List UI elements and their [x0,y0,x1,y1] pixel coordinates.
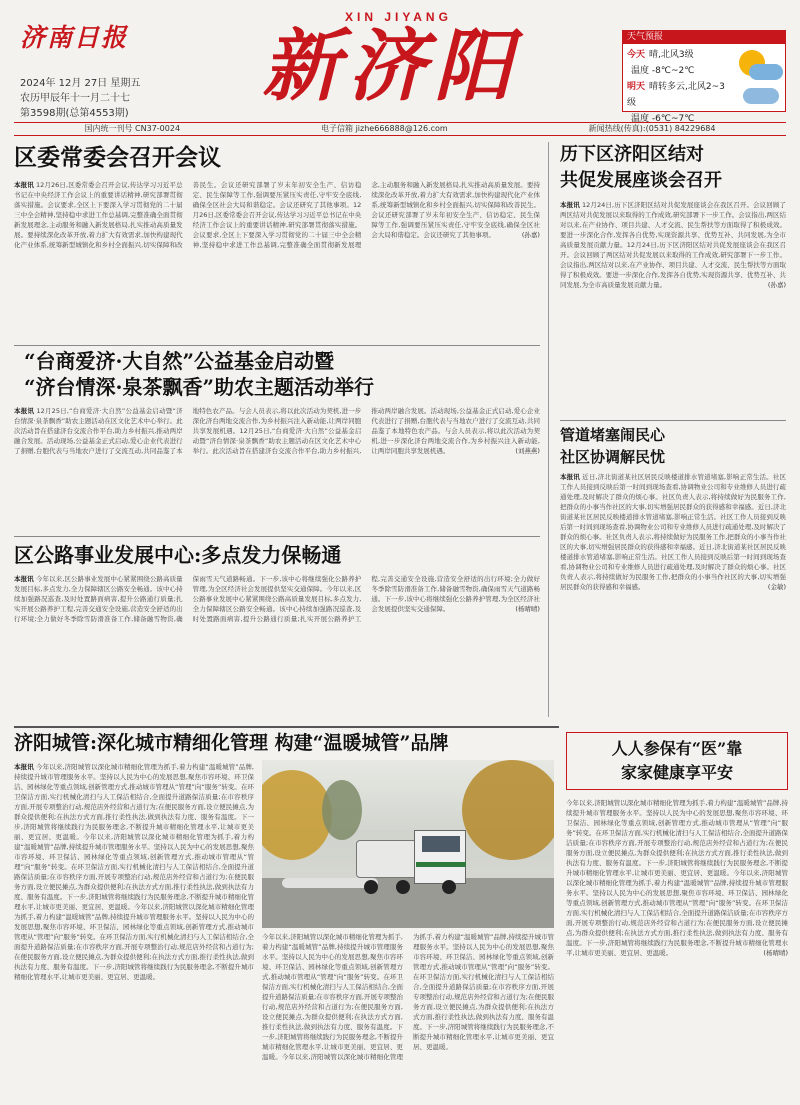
article-editor: (刘燕燕) [515,447,540,455]
article-body: 本报讯 今年以来,区公路事业发展中心紧紧围绕公路高质量发展目标,多点发力,全力保障辖区公路安全畅通。该中心持续加强路况巡查,及时处置路面病害,提升公路通行质量;扎实开展公路养护工程,完善交通安全设施,营造安全舒适的出行环境;全力做好冬季除雪防滑准备工作,储备融雪物资,确保雨雪天气道路畅通。下一步,该中心将继续强化公路养护管理,为全区经济社会发展提供坚实交通保障。今年以来,区公路事业发展中心紧紧围绕公路高质量发展目标,多点发力,全力保障辖区公路安全畅通。该中心持续加强路况巡查,及时处置路面病害,提升公路通行质量;扎实开展公路养护工程,完善交通安全设施,营造安全舒适的出行环境;全力做好冬季除雪防滑准备工作,储备融雪物资,确保雨雪天气道路畅通。下一步,该中心将继续强化公路养护管理,为全区经济社会发展提供坚实交通保障。 (杨晴晴) [14,575,540,623]
article-insurance-headline: 人人参保有“医”靠 家家健康享平安 [566,732,788,790]
newspaper-brand: 济南日报 [20,23,129,52]
article-editor: (孙嘉) [767,281,786,289]
article-urban-body-left [14,762,254,1100]
issue-date: 2024年 12月 27日 星期五 [20,78,141,89]
article-editor: (孙嘉) [521,231,540,239]
article-road-development [14,540,540,720]
article-body: 今年以来,济阳城管以深化城市精细化管理为抓手,着力构建“温暖城管”品牌,持续提升城市管理服务水平。坚持以人民为中心的发展思想,聚焦市容环境、环卫保洁、园林绿化等重点领域,创新管理方式,推动城市管理从“管理”向“服务”转变。在环卫保洁方面,实行机械化清扫与人工保洁相结合,全面提升道路保洁质量;在市容秩序方面,开展专项整治行动,规范店外经营和占道行为;在便民服务方面,设立便民摊点,为群众提供便利;在执法方式方面,推行柔性执法,做到执法有力度、服务有温度。下一步,济阳城管将继续践行为民服务理念,不断提升城市精细化管理水平,让城市更美丽、更宜居、更温暖。今年以来,济阳城管以深化城市精细化管理为抓手,着力构建“温暖城管”品牌,持续提升城市管理服务水平。坚持以人民为中心的发展思想,聚焦市容环境、环卫保洁、园林绿化等重点领域,创新管理方式,推动城市管理从“管理”向“服务”转变。在环卫保洁方面,实行机械化清扫与人工保洁相结合,全面提升道路保洁质量;在市容秩序方面,开展专项整治行动,规范店外经营和占道行为;在便民服务方面,设立便民摊点,为群众提供便利;在执法方式方面,推行柔性执法,做到执法有力度、服务有温度。下一步,济阳城管将继续践行为民服务理念,不断提升城市精细化管理水平,让城市更美丽、更宜居、更温暖。 (杨晴晴) [566,799,788,957]
weather-box [622,30,786,124]
issue-info [20,76,140,121]
article-urban-body-right [566,798,788,1100]
weather-rows [623,44,729,130]
article-standing-committee [14,142,540,342]
article-headline: 区公路事业发展中心:多点发力保畅通 [14,543,342,567]
article-headline: “台商爱济·大自然”公益基金启动暨 “济台情深·泉茶飘香”助农主题活动举行 [24,349,374,399]
article-editor: (杨晴晴) [515,605,540,613]
article-district-pairing [560,142,786,417]
weather-row: 明天 晴转多云,北风2~3级 [627,82,725,108]
article-body: 今年以来,济阳城管以深化城市精细化管理为抓手,着力构建“温暖城管”品牌,持续提升城市管理服务水平。坚持以人民为中心的发展思想,聚焦市容环境、环卫保洁、园林绿化等重点领域,创新管理方式,推动城市管理从“管理”向“服务”转变。在环卫保洁方面,实行机械化清扫与人工保洁相结合,全面提升道路保洁质量;在市容秩序方面,开展专项整治行动,规范店外经营和占道行为;在便民服务方面,设立便民摊点,为群众提供便利;在执法方式方面,推行柔性执法,做到执法有力度、服务有温度。下一步,济阳城管将继续践行为民服务理念,不断提升城市精细化管理水平,让城市更美丽、更宜居、更温暖。今年以来,济阳城管以深化城市精细化管理为抓手,着力构建“温暖城管”品牌,持续提升城市管理服务水平。坚持以人民为中心的发展思想,聚焦市容环境、环卫保洁、园林绿化等重点领域,创新管理方式,推动城市管理从“管理”向“服务”转变。在环卫保洁方面,实行机械化清扫与人工保洁相结合,全面提升道路保洁质量;在市容秩序方面,开展专项整治行动,规范店外经营和占道行为;在便民服务方面,设立便民摊点,为群众提供便利;在执法方式方面,推行柔性执法,做到执法有力度、服务有温度。下一步,济阳城管将继续践行为民服务理念,不断提升城市精细化管理水平,让城市更美丽、更宜居、更温暖。 [262,933,554,1061]
masthead-title: 新济阳 [262,21,521,112]
article-body: 本报讯 12月24日,历下区济阳区结对共促发展座谈会在我区召开。会议回顾了两区结对共促发展以来取得的工作成效,研究部署下一步工作。会议指出,两区结对以来,在产业协作、项目共建、人才交流、民生帮扶等方面取得了积极成效。要进一步深化合作,发挥各自优势,实现资源共享、优势互补、共同发展,为全市高质量发展贡献力量。12月24日,历下区济阳区结对共促发展座谈会在我区召开。会议回顾了两区结对共促发展以来取得的工作成效,研究部署下一步工作。会议指出,两区结对以来,在产业协作、项目共建、人才交流、民生帮扶等方面取得了积极成效。要进一步深化合作,发挥各自优势,实现资源共享、优势互补、共同发展,为全市高质量发展贡献力量。 (孙嘉) [560,201,786,289]
article-headline: 管道堵塞闹民心 社区协调解民忧 [560,426,666,466]
contact-email[interactable]: 电子信箱 jizhe666888@126.com [321,124,448,133]
article-charity-fund [14,348,540,534]
article-editor: (金敏) [767,583,786,591]
article-body: 本报讯 12月26日,区委常委会召开会议,传达学习习近平总书记在中央经济工作会议上的重要讲话精神,研究部署贯彻落实措施。会议要求,全区上下要深入学习贯彻党的二十届三中全会精神,坚持稳中求进工作总基调,完整准确全面贯彻新发展理念,主动服务和融入新发展格局,扎实推动高质量发展。要持续深化改革开放,着力扩大有效需求,加快构建现代化产业体系,统筹新型城镇化和乡村全面振兴,切实保障和改善民生。会议还研究部署了岁末年初安全生产、信访稳定、民生保障等工作,强调要压紧压实责任,守牢安全底线,确保全区社会大局和谐稳定。会议还研究了其他事项。12月26日,区委常委会召开会议,传达学习习近平总书记在中央经济工作会议上的重要讲话精神,研究部署贯彻落实措施。会议要求,全区上下要深入学习贯彻党的二十届三中全会精神,坚持稳中求进工作总基调,完整准确全面贯彻新发展理念,主动服务和融入新发展格局,扎实推动高质量发展。要持续深化改革开放,着力扩大有效需求,加快构建现代化产业体系,统筹新型城镇化和乡村全面振兴,切实保障和改善民生。会议还研究部署了岁末年初安全生产、信访稳定、民生保障等工作,强调要压紧压实责任,守牢安全底线,确保全区社会大局和谐稳定。会议还研究了其他事项。 (孙嘉) [14,181,540,249]
sweeper-truck-icon [356,824,466,892]
issue-lunar: 农历甲辰年十一月二十七 [20,93,130,104]
sun-cloud-icon [729,44,785,130]
article-community-pipe [560,424,786,720]
article-headline: 区委常委会召开会议 [14,144,221,171]
article-editor: (杨晴晴) [763,949,788,957]
masthead-pinyin: XIN JIYANG [345,10,452,24]
weather-row: 温度 -8℃~2℃ [631,66,695,76]
weather-row: 温度 -6℃~7℃ [631,114,695,124]
article-body: 本报讯 今年以来,济阳城管以深化城市精细化管理为抓手,着力构建“温暖城管”品牌,持续提升城市管理服务水平。坚持以人民为中心的发展思想,聚焦市容环境、环卫保洁、园林绿化等重点领域,创新管理方式,推动城市管理从“管理”向“服务”转变。在环卫保洁方面,实行机械化清扫与人工保洁相结合,全面提升道路保洁质量;在市容秩序方面,开展专项整治行动,规范店外经营和占道行为;在便民服务方面,设立便民摊点,为群众提供便利;在执法方式方面,推行柔性执法,做到执法有力度、服务有温度。下一步,济阳城管将继续践行为民服务理念,不断提升城市精细化管理水平,让城市更美丽、更宜居、更温暖。今年以来,济阳城管以深化城市精细化管理为抓手,着力构建“温暖城管”品牌,持续提升城市管理服务水平。坚持以人民为中心的发展思想,聚焦市容环境、环卫保洁、园林绿化等重点领域,创新管理方式,推动城市管理从“管理”向“服务”转变。在环卫保洁方面,实行机械化清扫与人工保洁相结合,全面提升道路保洁质量;在市容秩序方面,开展专项整治行动,规范店外经营和占道行为;在便民服务方面,设立便民摊点,为群众提供便利;在执法方式方面,推行柔性执法,做到执法有力度、服务有温度。下一步,济阳城管将继续践行为民服务理念,不断提升城市精细化管理水平,让城市更美丽、更宜居、更温暖。今年以来,济阳城管以深化城市精细化管理为抓手,着力构建“温暖城管”品牌,持续提升城市管理服务水平。坚持以人民为中心的发展思想,聚焦市容环境、环卫保洁、园林绿化等重点领域,创新管理方式,推动城市管理从“管理”向“服务”转变。在环卫保洁方面,实行机械化清扫与人工保洁相结合,全面提升道路保洁质量;在市容秩序方面,开展专项整治行动,规范店外经营和占道行为;在便民服务方面,设立便民摊点,为群众提供便利;在执法方式方面,推行柔性执法,做到执法有力度、服务有温度。下一步,济阳城管将继续践行为民服务理念,不断提升城市精细化管理水平,让城市更美丽、更宜居、更温暖。 [14,763,254,981]
publication-number: 国内统一刊号 CN37-0024 [84,124,181,133]
article-urban-body-middle [262,932,554,1100]
masthead [0,0,800,133]
issue-number: 第3598期(总第4553期) [20,108,129,119]
weather-header: 天气预报 [623,31,785,44]
info-bar [14,122,786,136]
street-sweeper-photo [262,760,554,928]
article-headline: 济阳城管:深化城市精细化管理 构建“温暖城管”品牌 [14,732,449,754]
article-body: 本报讯 12月25日,“台商爱济·大自然”公益基金启动暨“济台情深·泉茶飘香”助农主题活动在区文化艺术中心举行。此次活动旨在搭建济台交流合作平台,助力乡村振兴,推动两岸融合发展。活动现场,公益基金正式启动,爱心企业代表进行了捐赠,台胞代表与当地农户进行了交流互动,共同品鉴了本地特色农产品。与会人员表示,将以此次活动为契机,进一步深化济台两地交流合作,为乡村振兴注入新动能,让两岸同胞共享发展机遇。12月25日,“台商爱济·大自然”公益基金启动暨“济台情深·泉茶飘香”助农主题活动在区文化艺术中心举行。此次活动旨在搭建济台交流合作平台,助力乡村振兴,推动两岸融合发展。活动现场,公益基金正式启动,爱心企业代表进行了捐赠,台胞代表与当地农户进行了交流互动,共同品鉴了本地特色农产品。与会人员表示,将以此次活动为契机,进一步深化济台两地交流合作,为乡村振兴注入新动能,让两岸同胞共享发展机遇。 (刘燕燕) [14,407,540,455]
weather-row: 今天 晴,北风3级 [627,50,694,60]
article-body: 本报讯 近日,济北街道某社区居民反映楼道排水管道堵塞,影响正常生活。社区工作人员接到反映后第一时间到现场查看,协调物业公司和专业维修人员进行疏通处理,及时解决了群众的烦心事。社区负责人表示,将持续做好为民服务工作,把群众的小事当作社区的大事,切实增强居民群众的获得感和幸福感。近日,济北街道某社区居民反映楼道排水管道堵塞,影响正常生活。社区工作人员接到反映后第一时间到现场查看,协调物业公司和专业维修人员进行疏通处理,及时解决了群众的烦心事。社区负责人表示,将持续做好为民服务工作,把群众的小事当作社区的大事,切实增强居民群众的获得感和幸福感。近日,济北街道某社区居民反映楼道排水管道堵塞,影响正常生活。社区工作人员接到反映后第一时间到现场查看,协调物业公司和专业维修人员进行疏通处理,及时解决了群众的烦心事。社区负责人表示,将持续做好为民服务工作,把群众的小事当作社区的大事,切实增强居民群众的获得感和幸福感。 (金敏) [560,473,786,591]
news-hotline: 新闻热线(传真):(0531) 84229684 [588,124,716,133]
article-headline: 历下区济阳区结对 共促发展座谈会召开 [560,144,722,191]
